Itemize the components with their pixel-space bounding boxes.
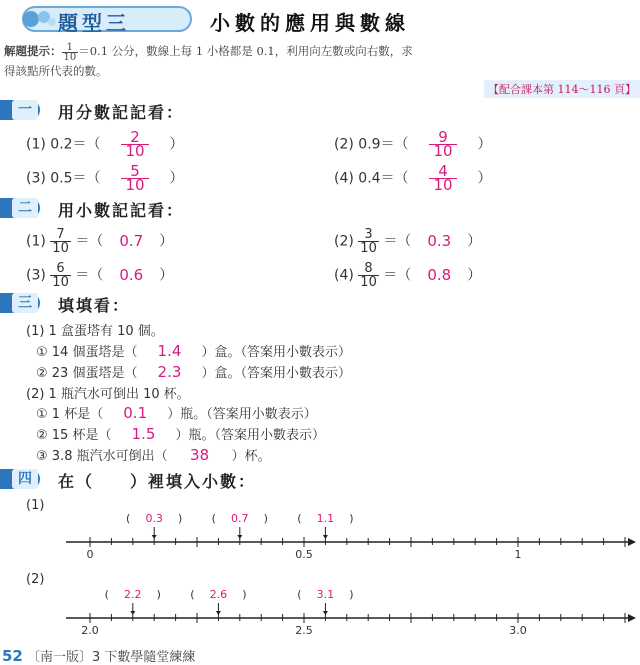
q2-item-4-answer: 0.8 [427,265,452,284]
q1-item-1-id: (1) [26,136,46,153]
q3-part-2b [36,424,325,443]
hint-frac-num: 1 [66,41,74,53]
number-line-1-paren-open: ( [126,512,131,525]
q1-item-2-id: (2) [334,136,354,153]
q3-part-1a-post: ）盒。（答案用小數表示） [201,345,351,360]
number-line-1-answer: 1.1 [316,512,335,525]
hint-text-2: 得該點所代表的數。 [4,63,108,78]
q1-item-2-lhs: 0.9＝（ [358,136,409,153]
q2-item-1-answer: 0.7 [119,231,144,250]
q3-part-1a-answer: 1.4 [157,342,182,360]
number-line-1-paren-open: ( [297,512,302,525]
q1-item-3-num: 5 [130,162,140,180]
q2-item-3-answer: 0.6 [119,265,144,284]
q2-item-1-eq: ＝（ [75,233,104,250]
number-line-1-tick-label: 0.5 [295,548,313,561]
page-title: 小數的應用與數線 [210,11,410,35]
number-line-1-id: (1) [26,498,45,513]
q3-part-2a-answer: 0.1 [123,404,148,422]
q1-item-3-lhs: 0.5＝（ [50,170,101,187]
q2-item-3 [26,262,173,289]
reference-badge: 【配合課本第 114～116 頁】 [484,80,640,98]
number-line-2-pointer-head [216,611,221,615]
q1-item-2-num: 9 [438,128,448,146]
section-1-number: 一 [12,100,38,120]
q2-item-3-den: 10 [52,275,69,290]
q2-item-2-eq: ＝（ [383,233,412,250]
q2-item-1-num: 7 [56,227,65,242]
hint-frac-den: 10 [63,51,77,63]
section-2-number: 二 [12,198,38,218]
q2-item-3-rhs: ） [159,267,174,284]
number-line-2-tick-label: 2.5 [295,624,313,637]
q1-item-4-den: 10 [429,178,457,192]
hint-label: 解題提示： [4,44,62,58]
q3-part-2: (2) 1 瓶汽水可倒出 10 杯。 [26,387,190,402]
number-line-2-answer: 2.2 [124,588,142,601]
q1-item-4-answer [413,162,473,194]
q2-item-4-fraction [358,262,379,289]
bubbles-icon [22,10,58,28]
q3-part-1b [36,362,351,381]
hint-fraction [62,43,79,62]
q3-part-2c-post: ）杯。 [231,449,271,464]
footer-text: 〔南一版〕3 下數學隨堂練練 [27,650,196,665]
number-line-2-pointer-head [323,611,328,615]
q2-item-4-eq: ＝（ [383,267,412,284]
number-line-1-paren-open: ( [211,512,216,525]
section-2-number-badge [0,198,40,218]
q1-item-4-id: (4) [334,170,354,187]
number-line-1-paren-close: ) [178,512,183,525]
q1-item-1 [26,128,184,160]
q1-item-1-rhs: ） [169,136,184,153]
section-3-number: 三 [12,293,38,313]
q1-item-3-id: (3) [26,170,46,187]
section-2-label: 用小數記記看： [58,201,185,220]
q3-part-1a [36,341,351,360]
section-1-number-badge [0,100,40,120]
section-4-number: 四 [12,469,38,489]
q2-item-3-eq: ＝（ [75,267,104,284]
q2-item-1-rhs: ） [159,233,174,250]
number-line-2-paren-close: ) [242,588,247,601]
q2-item-1-id: (1) [26,233,46,250]
q1-item-3-answer [105,162,165,194]
q1-item-4-rhs: ） [477,170,492,187]
q2-item-4-rhs: ） [467,267,482,284]
q2-item-2-answer: 0.3 [427,231,452,250]
number-line-1-answer: 0.7 [231,512,249,525]
number-line-2-paren-open: ( [297,588,302,601]
q3-part-1b-pre: ② 23 個蛋塔是（ [36,366,138,381]
q2-item-2-rhs: ） [467,233,482,250]
q1-item-1-den: 10 [121,144,149,158]
number-line-2-pointer-head [130,611,135,615]
number-line-1-pointer-head [152,535,157,539]
number-line-1-tick-label: 1 [514,548,522,561]
page-number: 52 [2,647,23,665]
q3-part-2c-answer: 38 [190,446,210,464]
number-line-2-tick-label: 2.0 [81,624,99,637]
number-line-2-paren-open: ( [190,588,195,601]
number-line-2-paren-open: ( [104,588,109,601]
number-line-1-tick-label: 0 [86,548,94,561]
q1-item-4-lhs: 0.4＝（ [358,170,409,187]
q2-item-3-num: 6 [56,261,65,276]
number-line-2-answer: 2.6 [209,588,228,601]
q2-item-2-den: 10 [360,241,377,256]
number-line-2-arrow [628,614,636,622]
q1-item-1-answer [105,128,165,160]
number-line-1-paren-close: ) [349,512,354,525]
q1-item-3-den: 10 [121,178,149,192]
number-line-1-paren-close: ) [263,512,268,525]
number-line-1-arrow [628,538,636,546]
q2-item-2-fraction [358,228,379,255]
q3-part-2b-answer: 1.5 [131,425,156,443]
q1-item-3-rhs: ） [169,170,184,187]
hint-block [4,42,636,80]
number-line-2-answer: 3.1 [316,588,335,601]
q1-item-4 [334,162,492,194]
q2-item-4 [334,262,481,289]
q2-item-1 [26,228,173,255]
q3-part-2c-pre: ③ 3.8 瓶汽水可倒出（ [36,449,168,464]
number-line-2-tick-label: 3.0 [509,624,527,637]
q1-item-3 [26,162,184,194]
q3-part-1b-answer: 2.3 [157,363,182,381]
q2-item-4-den: 10 [360,275,377,290]
q2-item-3-fraction [50,262,71,289]
q3-part-1a-pre: ① 14 個蛋塔是（ [36,345,138,360]
number-lines [0,500,640,640]
footer [2,646,195,665]
q2-item-2-id: (2) [334,233,354,250]
q3-part-2c [36,445,271,464]
section-4-label: 在（ ）裡填入小數： [58,472,257,491]
q1-item-2-answer [413,128,473,160]
q1-item-1-lhs: 0.2＝（ [50,136,101,153]
q3-part-2b-pre: ② 15 杯是（ [36,428,112,443]
number-line-2-paren-close: ) [349,588,354,601]
q2-item-1-fraction [50,228,71,255]
q3-part-2a [36,403,317,422]
q1-item-2-rhs: ） [477,136,492,153]
q2-item-4-num: 8 [364,261,373,276]
section-3-number-badge [0,293,40,313]
number-line-2-id: (2) [26,572,45,587]
section-4-number-badge [0,469,40,489]
q3-part-1: (1) 1 盒蛋塔有 10 個。 [26,324,164,339]
number-line-1-pointer-head [237,535,242,539]
title-badge-text: 題型三 [58,11,130,35]
q1-item-1-num: 2 [130,128,140,146]
q3-part-2a-post: ）瓶。（答案用小數表示） [167,407,317,422]
number-line-1-pointer-head [323,535,328,539]
q2-item-4-id: (4) [334,267,354,284]
q1-item-4-num: 4 [438,162,448,180]
q1-item-2-den: 10 [429,144,457,158]
number-line-1-answer: 0.3 [145,512,163,525]
hint-text-1: ＝0.1 公分，數線上每 1 小格都是 0.1，利用向左數或向右數，求 [78,44,413,58]
q1-item-2 [334,128,492,160]
number-line-2-paren-close: ) [156,588,161,601]
section-3-label: 填填看： [58,296,131,315]
q2-item-2-num: 3 [364,227,373,242]
q2-item-2 [334,228,481,255]
section-1-label: 用分數記記看： [58,103,185,122]
q2-item-3-id: (3) [26,267,46,284]
q3-part-2b-post: ）瓶。（答案用小數表示） [175,428,325,443]
q2-item-1-den: 10 [52,241,69,256]
q3-part-1b-post: ）盒。（答案用小數表示） [201,366,351,381]
q3-part-2a-pre: ① 1 杯是（ [36,407,104,422]
